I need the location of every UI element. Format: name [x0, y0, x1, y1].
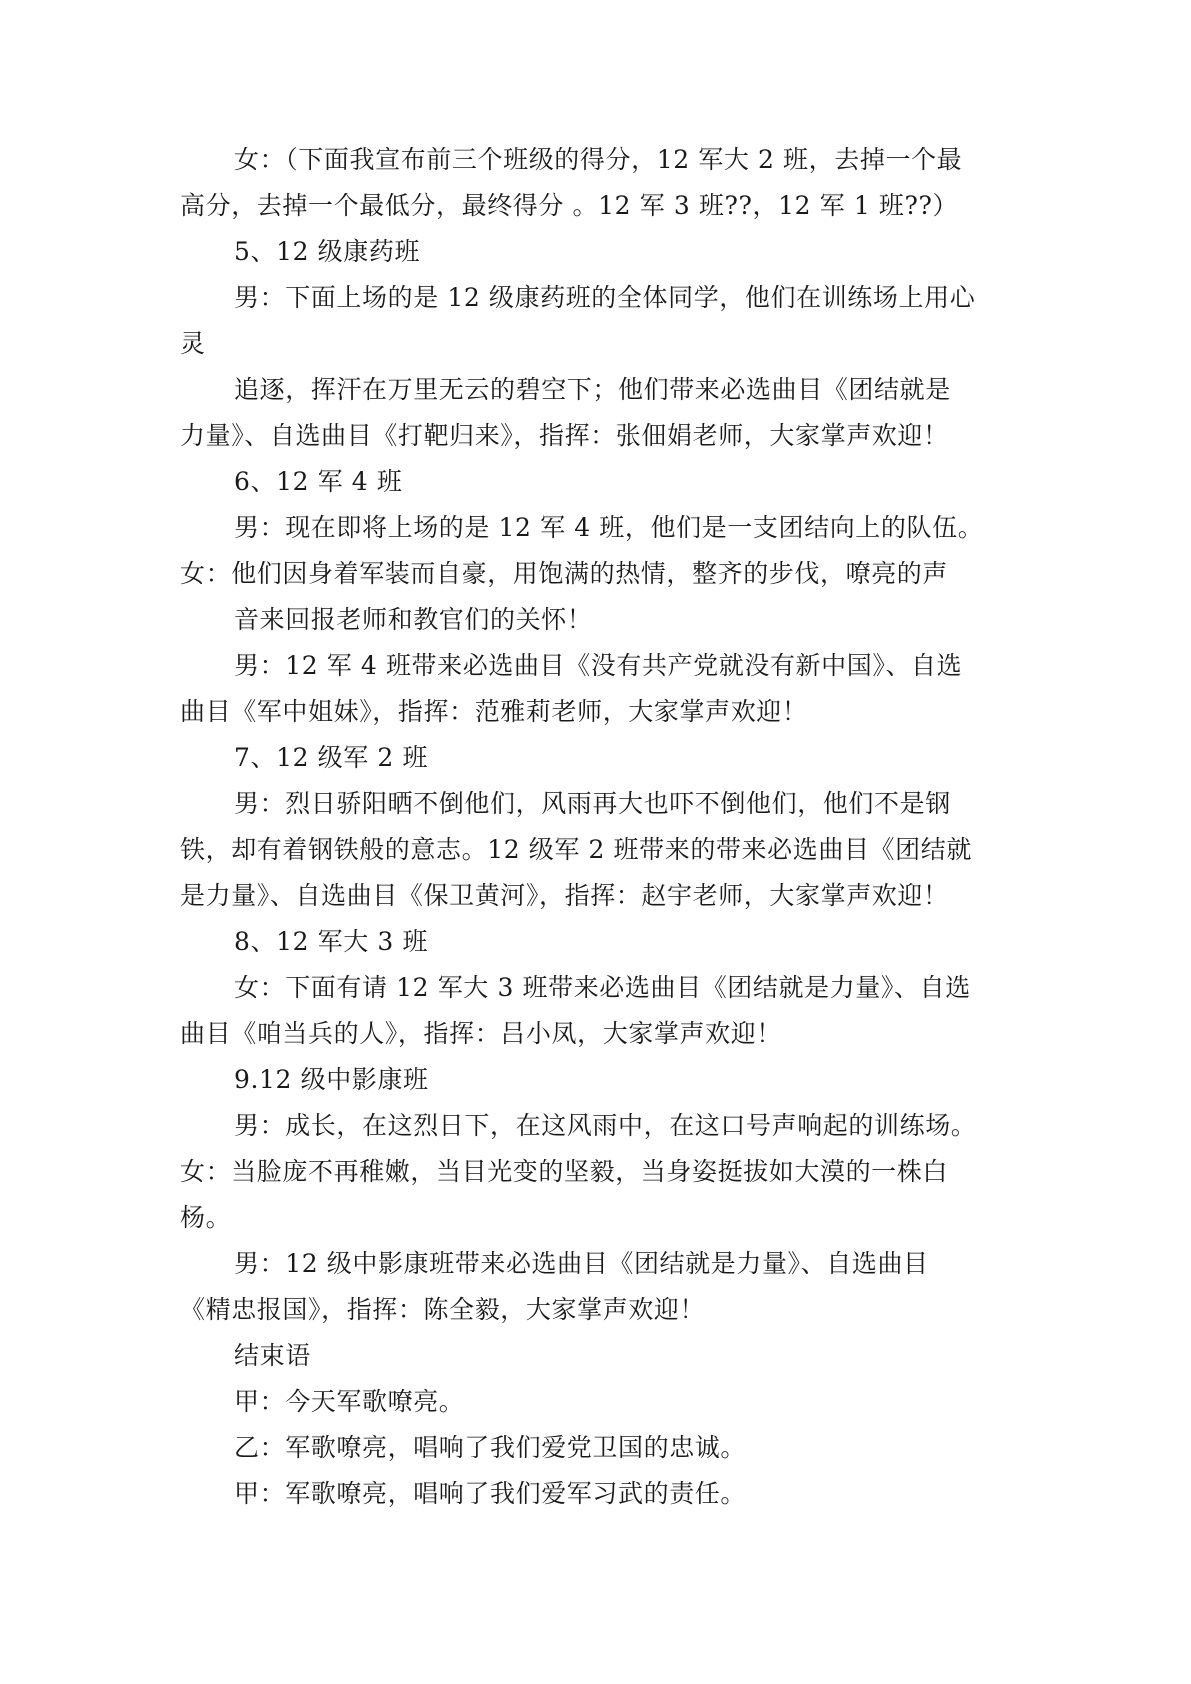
paragraph-line: 甲：军歌嘹亮，唱响了我们爱军习武的责任。 — [234, 1479, 747, 1508]
document-body — [180, 137, 1020, 1517]
paragraph-line: 男：下面上场的是 12 级康药班的全体同学，他们在训练场上用心 — [234, 283, 976, 312]
paragraph-line: 灵 — [180, 329, 206, 358]
paragraph-line: 男：12 军 4 班带来必选曲目《没有共产党就没有新中国》、自选 — [234, 651, 963, 680]
paragraph-line: 女：当脸庞不再稚嫩，当目光变的坚毅，当身姿挺拔如大漠的一株白 — [180, 1157, 949, 1186]
paragraph-line: 女：他们因身着军装而自豪，用饱满的热情，整齐的步伐，嘹亮的声 — [180, 559, 949, 588]
section-heading: 5、12 级康药班 — [234, 237, 421, 266]
section-heading: 7、12 级军 2 班 — [234, 743, 429, 772]
paragraph-line: 音来回报老师和教官们的关怀！ — [234, 605, 593, 634]
section-heading: 9.12 级中影康班 — [234, 1065, 429, 1094]
section-heading: 结束语 — [234, 1341, 311, 1370]
section-heading: 8、12 军大 3 班 — [234, 927, 429, 956]
paragraph-line: 追逐，挥汗在万里无云的碧空下；他们带来必选曲目《团结就是 — [234, 375, 951, 404]
paragraph-line: 高分，去掉一个最低分，最终得分 。12 军 3 班??，12 军 1 班??） — [180, 191, 959, 220]
paragraph-line: 女：（下面我宣布前三个班级的得分，12 军大 2 班，去掉一个最 — [234, 145, 963, 174]
paragraph-line: 是力量》、自选曲目《保卫黄河》，指挥：赵宇老师，大家掌声欢迎！ — [180, 881, 949, 910]
paragraph-line: 男：12 级中影康班带来必选曲目《团结就是力量》、自选曲目 — [234, 1249, 929, 1278]
paragraph-line: 乙：军歌嘹亮，唱响了我们爱党卫国的忠诚。 — [234, 1433, 747, 1462]
paragraph-line: 曲目《军中姐妹》，指挥：范雅莉老师，大家掌声欢迎！ — [180, 697, 808, 726]
paragraph-line: 男：现在即将上场的是 12 军 4 班，他们是一支团结向上的队伍。 — [234, 513, 984, 542]
paragraph-line: 杨。 — [180, 1203, 232, 1232]
paragraph-line: 《精忠报国》，指挥：陈全毅，大家掌声欢迎！ — [180, 1295, 706, 1324]
paragraph-line: 男：烈日骄阳晒不倒他们，风雨再大也吓不倒他们，他们不是钢 — [234, 789, 951, 818]
paragraph-line: 力量》、自选曲目《打靶归来》，指挥：张佃娟老师，大家掌声欢迎！ — [180, 421, 949, 450]
paragraph-line: 甲：今天军歌嘹亮。 — [234, 1387, 465, 1416]
paragraph-line: 曲目《咱当兵的人》，指挥：吕小凤，大家掌声欢迎！ — [180, 1019, 782, 1048]
paragraph-line: 铁，却有着钢铁般的意志。12 级军 2 班带来的带来必选曲目《团结就 — [180, 835, 972, 864]
paragraph-line: 男：成长，在这烈日下，在这风雨中，在这口号声响起的训练场。 — [234, 1111, 977, 1140]
section-heading: 6、12 军 4 班 — [234, 467, 403, 496]
paragraph-line: 女：下面有请 12 军大 3 班带来必选曲目《团结就是力量》、自选 — [234, 973, 971, 1002]
